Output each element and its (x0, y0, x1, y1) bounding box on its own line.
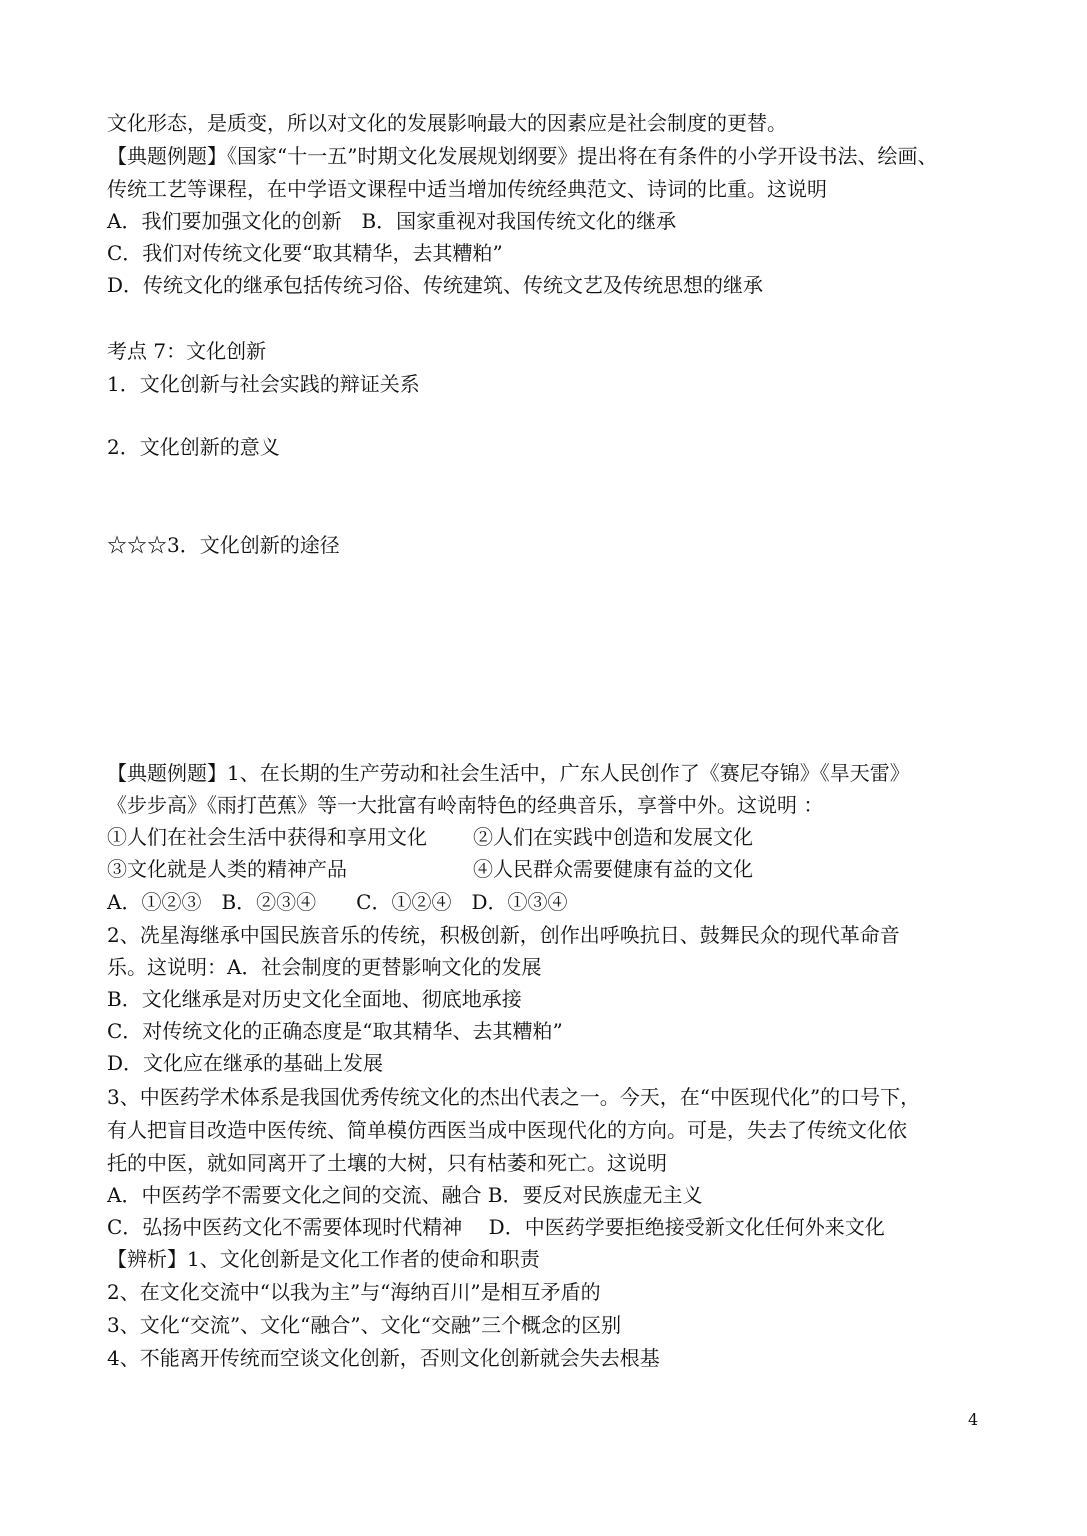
option-c: C．我们对传统文化要“取其精华，去其糟粕” (107, 241, 503, 265)
example-intro-line-2: 传统工艺等课程，在中学语文课程中适当增加传统经典范文、诗词的比重。这说明 (107, 177, 827, 201)
page-number: 4 (968, 1410, 979, 1429)
q1-option-2: ②人们在实践中创造和发展文化 (473, 825, 753, 849)
analysis-line-3: 3、文化“交流”、文化“融合”、文化“交融”三个概念的区别 (107, 1313, 622, 1337)
analysis-line-2: 2、在文化交流中“以我为主”与“海纳百川”是相互矛盾的 (107, 1280, 601, 1304)
section-item-3: ☆☆☆3．文化创新的途径 (107, 533, 340, 557)
question-1-line-2: 《步步高》《雨打芭蕉》等一大批富有岭南特色的经典音乐，享誉中外。这说明 ： (107, 793, 824, 817)
question-1-choices: A．①②③ B．②③④ C．①②④ D．①③④ (107, 890, 568, 914)
section-item-2: 2．文化创新的意义 (107, 435, 280, 459)
question-3-options-ab: A．中医药学不需要文化之间的交流、融合 B．要反对民族虚无主义 (107, 1183, 703, 1207)
q1-option-4: ④人民群众需要健康有益的文化 (473, 857, 753, 881)
question-3-options-cd: C．弘扬中医药文化不需要体现时代精神 D．中医药学要拒绝接受新文化任何外来文化 (107, 1215, 885, 1239)
example-intro-line-1: 【典题例题】《国家“十一五”时期文化发展规划纲要》提出将在有条件的小学开设书法、绘画、 (107, 144, 938, 168)
question-2-line-2: 乐。这说明：A．社会制度的更替影响文化的发展 (107, 955, 542, 979)
section-item-1: 1．文化创新与社会实践的辩证关系 (107, 372, 420, 396)
question-3-line-3: 托的中医，就如同离开了土壤的大树，只有枯萎和死亡。这说明 (107, 1151, 667, 1175)
question-2-option-d: D．文化应在继承的基础上发展 (107, 1051, 384, 1075)
question-1-line-1: 【典题例题】1、在长期的生产劳动和社会生活中，广东人民创作了《赛尼夺锦》《旱天雷》 (107, 761, 910, 785)
section-title: 考点 7：文化创新 (107, 339, 267, 363)
analysis-line-4: 4、不能离开传统而空谈文化创新，否则文化创新就会失去根基 (107, 1346, 660, 1370)
q1-option-1: ①人们在社会生活中获得和享用文化 (107, 825, 427, 849)
option-d: D．传统文化的继承包括传统习俗、传统建筑、传统文艺及传统思想的继承 (107, 273, 764, 297)
question-1-options-row-1 (107, 822, 987, 852)
question-2-option-c: C．对传统文化的正确态度是“取其精华、去其糟粕” (107, 1019, 563, 1043)
text-line-continuation: 文化形态，是质变，所以对文化的发展影响最大的因素应是社会制度的更替。 (107, 111, 787, 135)
q1-option-3: ③文化就是人类的精神产品 (107, 857, 347, 881)
question-2-line-1: 2、冼星海继承中国民族音乐的传统，积极创新，创作出呼唤抗日、鼓舞民众的现代革命音 (107, 923, 900, 947)
analysis-line-1: 【辨析】1、文化创新是文化工作者的使命和职责 (107, 1247, 540, 1271)
option-ab: A．我们要加强文化的创新 B．国家重视对我国传统文化的继承 (107, 209, 677, 233)
question-1-options-row-2 (107, 854, 987, 884)
question-3-line-2: 有人把盲目改造中医传统、简单模仿西医当成中医现代化的方向。可是，失去了传统文化依 (107, 1118, 907, 1142)
question-3-line-1: 3、中医药学术体系是我国优秀传统文化的杰出代表之一。今天，在“中医现代化”的口号下， (107, 1085, 921, 1109)
question-2-option-b: B．文化继承是对历史文化全面地、彻底地承接 (107, 987, 522, 1011)
